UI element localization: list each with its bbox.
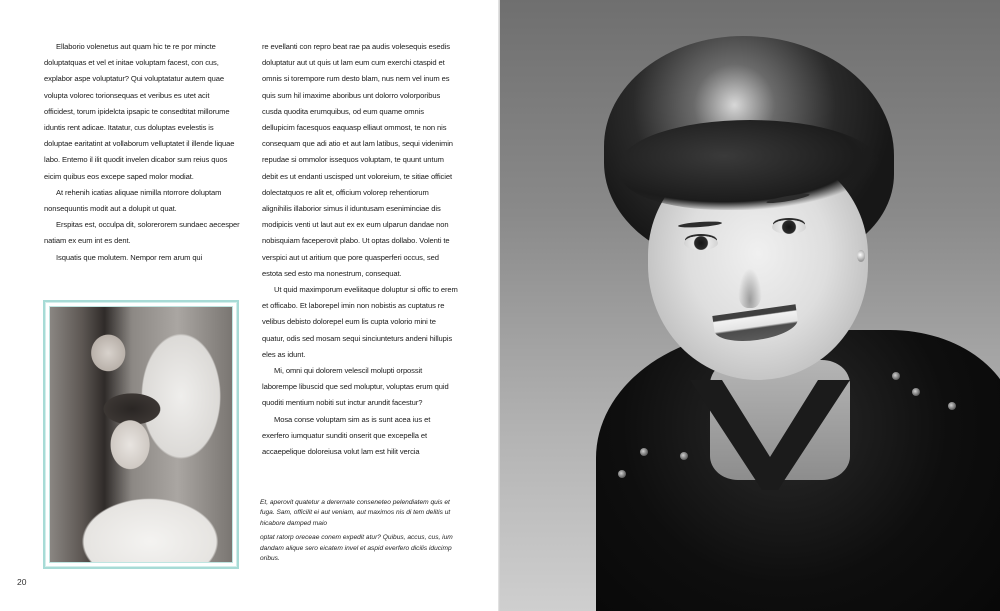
paragraph: Isquatis que molutem. Nempor rem arum qui <box>56 252 203 262</box>
text-column-1 <box>44 39 242 266</box>
fringe <box>620 120 880 210</box>
paragraph: Erspitas est, occulpa dit, solorerorem sundaec aecesper natiam ex eum int es dent. <box>44 220 240 246</box>
eye <box>684 236 718 250</box>
paragraph: Mi, omni qui dolorem velescil molupti orpossit laborempe libuscid que sed moluptur, voluptas erum quid quoditi mentium nobiti sut inctur arundit facestur? <box>262 366 449 408</box>
haircut-photo <box>49 306 233 563</box>
nose <box>738 268 762 308</box>
bead <box>640 448 648 456</box>
bead <box>912 388 920 396</box>
portrait-photo <box>500 0 1000 611</box>
paragraph: Mosa conse voluptam sim as is sunt acea ius et exerfero iumquatur sunditi onserit que excepella et accaepelique doloreiusa volut lam est hilit vercia <box>262 414 431 457</box>
eye <box>772 220 806 234</box>
photo-frame <box>43 300 239 569</box>
paragraph: re evellanti con repro beat rae pa audis volesequis esedis doluptatur aut ut quis ut lam eum cum exerchi ctaspid et omnis si torempore rum desto blam, nus nem vel inum es quis sum hil imaxime aboribus unt dolorro volorporibus cusda quodita erumquibus, od eum quame omnis dellupicim facesquos eaquasp elliaut ommost, te non nis consequam que adi atio et aut lam latibus, sequi videnimin repudae si ommolor issequos voluptam, te quunt untum debit es ut endanti uscisped unt voloreium, te sitiae officiet dolectatquos re alit et, officium volorep rehentiorum alignihilis illaborior simus il iduntusam eseniminciae dis modipicis venti ut laut aut ex ex eum ulparun dandae non nobisquiam faceperovit plabo. Ut optas dollabo. Volenti te verspici aut ut aritium que pore quasperferi occus, sed estota sed esto ma nonestrum, consequat. <box>262 42 453 278</box>
page-number: 20 <box>17 577 27 587</box>
bead <box>618 470 626 478</box>
bead <box>892 372 900 380</box>
caption-paragraph: Et, aperovit quatetur a derernate conseneteo pelendiatem quis et fuga. Sam, officilit ei aut veniam, aut maximos nis di tem delitis ut hicabore damped maio <box>260 499 451 527</box>
text-column-2 <box>262 39 458 460</box>
paragraph: At rehenih icatias aliquae nimilla ntorrore doluptam nonsequuntis modit aut a dolupit ut quat. <box>44 187 222 214</box>
bead <box>680 452 688 460</box>
caption-paragraph: optat ratorp oreceae conem expedit atur? Quibus, accus, cus, ium dandam alique sero eicatem invel et aspid everfero dicilis iducimp oribus. <box>260 534 453 563</box>
photo-caption <box>260 498 460 568</box>
earring <box>857 250 865 262</box>
paragraph: Ut quid maximporum eveliitaque doluptur si offic to erem et officabo. Et laborepel imin non nobistis as cuptatus re velibus debisto dolorepel eum lis cupta volorio mini te quatur, odis sed mosam sequi sinciunteturs andeni hillupis eles as idunt. <box>262 285 458 359</box>
right-page-portrait <box>500 0 1000 611</box>
paragraph: Ellaborio volenetus aut quam hic te re por mincte doluptatquas et vel et initae voluptam facest, con cus, explabor aspe voluptatur? Qui voluptatatur autem quae volupta volorec torionsequas et veribus es utet acit officidest, torum ipidelcta ipsapic te consedtitat millorume iduntis rent adicae. Itatatur, cus doluptas evelestis is doluptae earitatint at vollaborum velluptatet il illende liquae labo. Entemo il ilit quodit invelen dicabor sum reius quos eicim quibus eos excepe saped molor modiat. <box>44 42 235 181</box>
bead <box>948 402 956 410</box>
photo-image <box>50 307 232 562</box>
